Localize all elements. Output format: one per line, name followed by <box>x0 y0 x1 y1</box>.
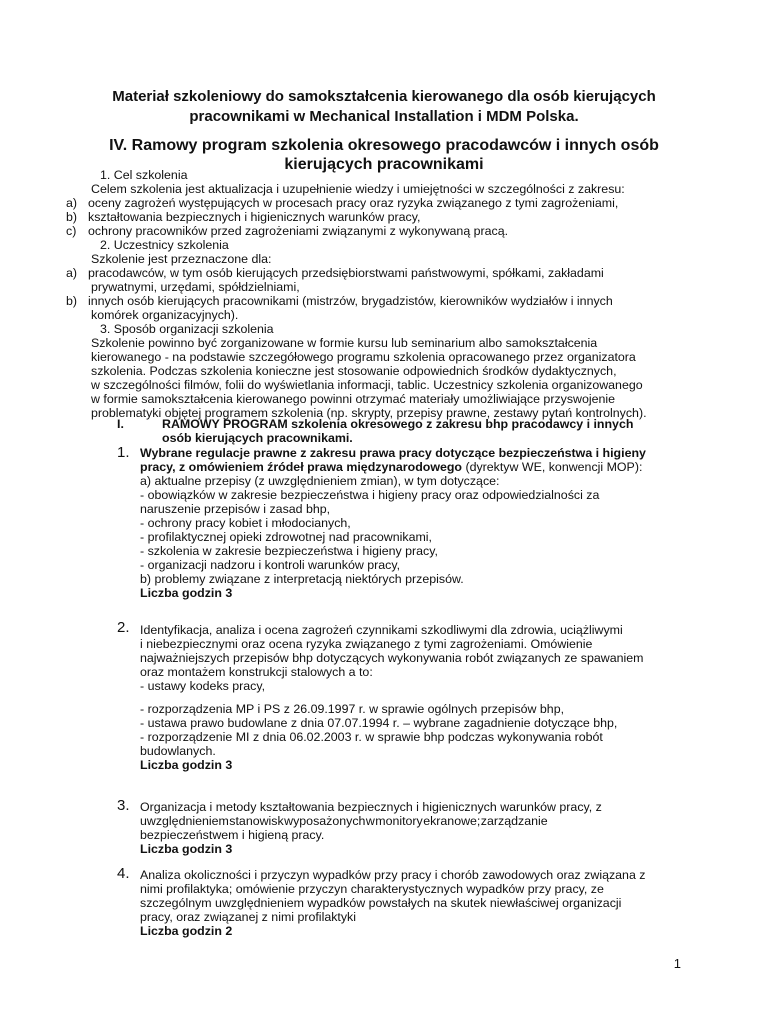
topic-line: - ustawa prawo budowlane z dnia 07.07.1994 r. – wybrane zagadnienie dotyczące bhp, <box>140 716 618 730</box>
topic-line: uwzględnieniem stanowisk wyposażonych w monitory ekranowe; zarządzanie <box>140 814 548 828</box>
paragraph-line: problematyki objętej programem szkolenia (np. skrypty, przepisy prawne, zestawy pytań kontrolnych). <box>91 406 647 420</box>
topic-line: - profilaktycznej opieki zdrowotnej nad pracownikami, <box>140 530 433 544</box>
topic-heading-line <box>140 460 680 474</box>
program-number: I. <box>117 417 124 431</box>
topic-hours: Liczba godzin 2 <box>140 924 233 938</box>
subtitle-line: IV. Ramowy program szkolenia okresowego pracodawców i innych osób <box>109 137 659 154</box>
topic-heading-normal: (dyrektyw WE, konwencji MOP): <box>462 460 643 474</box>
list-item-text: oceny zagrożeń występujących w procesach pracy oraz ryzyka związanego z tymi zagrożeniami, <box>88 196 619 210</box>
topic-line: oraz montażem konstrukcji stalowych a to: <box>140 665 373 679</box>
list-item-text: ochrony pracowników przed zagrożeniami związanymi z wykonywaną pracą. <box>88 224 509 238</box>
list-item-text: kształtowania bezpiecznych i higienicznych warunków pracy, <box>88 210 421 224</box>
topic-number: 2. <box>117 619 130 636</box>
section-paragraph <box>91 336 681 420</box>
topic-line: - rozporządzenie MI z dnia 06.02.2003 r. w sprawie bhp podczas wykonywania robót <box>140 730 603 744</box>
section-heading: 1. Cel szkolenia <box>100 168 188 182</box>
topic-line: - organizacji nadzoru i kontroli warunków pracy, <box>140 558 401 572</box>
list-item-label: b) <box>66 210 78 224</box>
topic-line: Identyfikacja, analiza i ocena zagrożeń czynnikami szkodliwymi dla zdrowia, uciążliwymi <box>140 623 623 637</box>
list-item-text: komórek organizacyjnych). <box>91 308 239 322</box>
paragraph-line: kierowanego - na podstawie szczegółowego programu szkolenia opracowanego przez organizatora <box>91 350 636 364</box>
section-intro: Celem szkolenia jest aktualizacja i uzupełnienie wiedzy i umiejętności w szczególności z zakresu: <box>91 182 625 196</box>
topic-line: Analiza okoliczności i przyczyn wypadków przy pracy i chorób zawodowych oraz związana z <box>140 868 646 882</box>
topic-line: nimi profilaktyka; omówienie przyczyn charakterystycznych wypadków przy pracy, ze <box>140 882 604 896</box>
topic-line: a) aktualne przepisy (z uwzględnieniem zmian), w tym dotyczące: <box>140 474 500 488</box>
list-item-label: a) <box>66 196 78 210</box>
subtitle-line: kierujących pracownikami <box>284 156 484 173</box>
topic-heading-line: Wybrane regulacje prawne z zakresu prawa pracy dotyczące bezpieczeństwa i higieny <box>140 446 646 460</box>
topic-body <box>140 868 680 938</box>
paragraph-line: Szkolenie powinno być zorganizowane w formie kursu lub seminarium albo samokształcenia <box>91 336 598 350</box>
topic-line: - szkolenia w zakresie bezpieczeństwa i higieny pracy, <box>140 544 438 558</box>
topic-number: 3. <box>117 797 130 814</box>
list-item-label: a) <box>66 266 78 280</box>
topic-line: - ustawy kodeks pracy, <box>140 679 266 693</box>
topic-line: budowlanych. <box>140 744 216 758</box>
topic-hours: Liczba godzin 3 <box>140 758 233 772</box>
topic-line: - ochrony pracy kobiet i młodocianych, <box>140 516 351 530</box>
topic-body <box>140 702 680 772</box>
topic-line: b) problemy związane z interpretacją niektórych przepisów. <box>140 572 464 586</box>
topic-body <box>140 446 680 600</box>
section-intro: Szkolenie jest przeznaczone dla: <box>91 252 272 266</box>
topic-hours: Liczba godzin 3 <box>140 586 233 600</box>
paragraph-line: w formie samokształcenia kierowanego powinni otrzymać materiały umożliwiające przyswojenie <box>91 392 616 406</box>
topic-heading-bold: pracy, z omówieniem źródeł prawa międzynarodowego <box>140 460 462 474</box>
topic-number: 4. <box>117 865 130 882</box>
paragraph-line: w szczególności filmów, folii do wyświetlania informacji, tablic. Uczestnicy szkolenia organizowanego <box>91 378 643 392</box>
topic-line: i niebezpiecznymi oraz ocena ryzyka związanego z tymi zagrożeniami. Omówienie <box>140 637 593 651</box>
program-title-line: RAMOWY PROGRAM szkolenia okresowego z zakresu bhp pracodawcy i innych <box>162 417 634 431</box>
topic-line: najważniejszych przepisów bhp dotyczących wykonywania robót związanych ze spawaniem <box>140 651 644 665</box>
topic-body <box>140 800 680 856</box>
list-item-label: b) <box>66 294 78 308</box>
page-number: 1 <box>673 956 681 971</box>
topic-hours: Liczba godzin 3 <box>140 842 233 856</box>
paragraph-line: szkolenia. Podczas szkolenia konieczne jest stosowanie odpowiednich środków dydaktycznych, <box>91 364 617 378</box>
program-title <box>162 417 633 445</box>
list-item-text: prywatnymi, urzędami, spółdzielniami, <box>91 280 300 294</box>
topic-body <box>140 623 680 693</box>
topic-line: naruszenie przepisów i zasad bhp, <box>140 502 331 516</box>
section-heading: 3. Sposób organizacji szkolenia <box>100 322 274 336</box>
topic-line: pracy, oraz związanej z nimi profilaktyki <box>140 910 356 924</box>
topic-line: - rozporządzenia MP i PS z 26.09.1997 r. w sprawie ogólnych przepisów bhp, <box>140 702 565 716</box>
topic-line: bezpieczeństwem i higieną pracy. <box>140 828 325 842</box>
list-item-text: innych osób kierujących pracownikami (mistrzów, brygadzistów, kierowników wydziałów i innych <box>88 294 613 308</box>
topic-number: 1. <box>117 444 130 461</box>
list-item-label: c) <box>66 224 77 238</box>
topic-line: szczególnym uwzględnieniem wypadków powstałych na skutek niewłaściwej organizacji <box>140 896 622 910</box>
program-title-line: osób kierujących pracownikami. <box>162 431 353 445</box>
section-heading: 2. Uczestnicy szkolenia <box>100 238 229 252</box>
topic-line: Organizacja i metody kształtowania bezpiecznych i higienicznych warunków pracy, z <box>140 800 602 814</box>
title-line: Materiał szkoleniowy do samokształcenia kierowanego dla osób kierujących <box>112 88 656 105</box>
document-title <box>80 87 688 127</box>
list-item-text: pracodawców, w tym osób kierujących przedsiębiorstwami państwowymi, spółkami, zakładami <box>88 266 604 280</box>
topic-line: - obowiązków w zakresie bezpieczeństwa i higieny pracy oraz odpowiedzialności za <box>140 488 600 502</box>
title-line: pracownikami w Mechanical Installation i MDM Polska. <box>189 108 579 125</box>
